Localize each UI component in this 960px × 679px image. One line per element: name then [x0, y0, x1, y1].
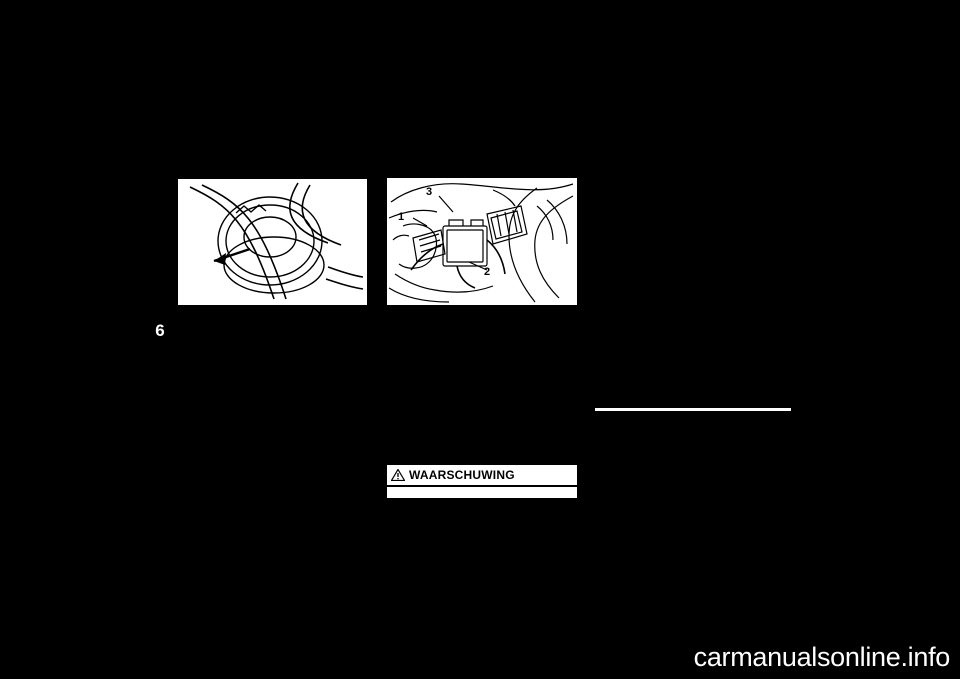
watermark-text: carmanualsonline	[693, 642, 901, 672]
callout-3: 3	[426, 186, 433, 198]
callout-1: 1	[398, 211, 405, 223]
warning-body	[391, 488, 571, 497]
chapter-number: 6	[155, 321, 165, 340]
warning-title: WAARSCHUWING	[409, 468, 515, 482]
section-divider	[595, 408, 791, 411]
fuel-tank-cap-drawing	[178, 179, 365, 303]
callout-2: 2	[484, 266, 491, 278]
leader-line-3	[439, 196, 453, 212]
figure-battery-compartment	[386, 177, 578, 306]
warning-divider	[387, 485, 577, 487]
watermark-suffix: .info	[900, 642, 950, 672]
battery-compartment-drawing	[387, 178, 575, 303]
watermark	[694, 642, 950, 673]
figure-fuel-tank-cap	[177, 178, 368, 306]
warning-triangle-icon	[391, 469, 405, 481]
warning-box	[386, 464, 578, 499]
warning-header	[387, 465, 515, 485]
